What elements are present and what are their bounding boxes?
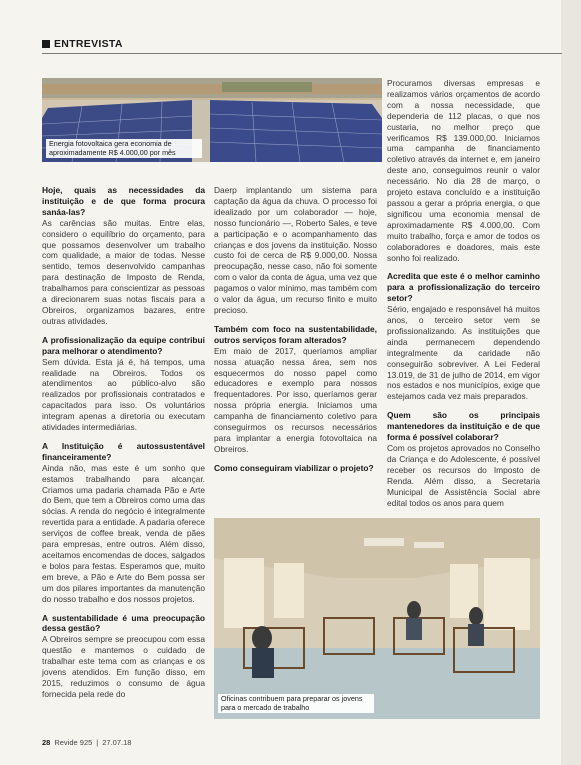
article-column-3 [387,78,540,508]
question-heading: Quem são os principais mantenedores da instituição e de que forma é possível colaborar? [387,410,540,443]
page-number: 28 [42,738,51,747]
answer-paragraph: Com os projetos aprovados no Conselho da Criança e do Adolescente, é possível receber os recursos do Imposto de Renda. Além disso, a Secretaria Municipal de Assistência Social abre edital todos os anos para quem [387,443,540,508]
workshop-photo [214,518,540,719]
answer-paragraph: Sem dúvida. Esta já é, há tempos, uma realidade na Obreiros. Todos os atendimentos ao público-alvo são realizados por profissionais contratados e capacitados para isso. Os voluntários integram apenas a diretoria ou executam atividades intermediárias. [42,356,205,433]
article-column-1 [42,185,205,700]
section-rule [42,53,562,54]
question-heading: Hoje, quais as necessidades da instituição e de que forma procura sanáa-las? [42,185,205,217]
issue-date: 27.07.18 [102,738,132,747]
question-heading: Como conseguiram viabilizar o projeto? [214,462,374,473]
answer-paragraph: Ainda não, mas este é um sonho que estamos trabalhando para alcançar. Criamos uma padaria chamada Pão e Arte do Bem, que tem a Obreiros como uma das sócias. A renda do negócio é integralmente revertida para a entidade. A padaria oferece serviços de coffee break, venda de pães para empresas, entre outros. Além disso, aceitamos encomendas de doces, salgados e bolos para festas. Esperamos que, muito em breve, a Pão e Arte do Bem possa ser um dos pilares importantes da manutenção do nosso trabalho e dos nossos projetos. [42,462,205,604]
workshop-photo-caption: Oficinas contribuem para preparar os jovens para o mercado de trabalho [218,694,374,713]
article-column-2 [214,185,377,474]
section-marker [42,40,50,48]
answer-paragraph: Sério, engajado e responsável há muitos anos, o terceiro setor vem se profissionalizando. As instituições que ainda permanecem dependendo integralmente da caridade não conseguirão sobreviver. A Lei Federal 13.019, de 31 de julho de 2014, em vigor nos estados e nos municípios, exige que estejamos cada vez mais preparados. [387,304,540,402]
workshop-image [214,518,540,719]
magazine-name: Revide 925 [54,738,93,747]
question-heading: A profissionalização da equipe contribui para melhorar o atendimento? [42,334,205,356]
answer-paragraph: As carências são muitas. Entre elas, considero o equilíbrio do orçamento, para que possamos desenvolver um trabalho com qualidade, a maior de todas. Nesse sentido, temos desenvolvido campanhas para destinação de Imposto de Renda, trabalhamos para conscientizar as pessoas a direcionarem suas notas fiscais para a Obreiros, organizamos bazares, entre outras atividades. [42,217,205,326]
page-side-band [561,0,581,765]
footer-separator: | [96,738,99,747]
question-heading: Também com foco na sustentabilidade, outros serviços foram alterados? [214,323,377,345]
section-label: ENTREVISTA [54,38,123,50]
question-heading: Acredita que este é o melhor caminho para a profissionalização do terceiro setor? [387,271,540,304]
question-heading: A Instituição é autossustentável financeiramente? [42,440,205,462]
solar-photo-caption: Energia fotovoltaica gera economia de aproximadamente R$ 4.000,00 por mês [46,139,202,158]
answer-paragraph: Daerp implantando um sistema para captação da água da chuva. O processo foi idealizado por um colaborador — hoje, nosso funcionário —, Roberto Sales, e teve a participação e o acompanhamento das crianças e dos jovens da instituição. Nosso custo foi de cerca de R$ 9.000,00. Nossa preocupação, nesse caso, não foi somente com o valor da conta de água, uma vez que pagamos o valor mínimo, mas também com o valor da água, um recurso finito e muito precioso. [214,185,377,315]
question-heading: A sustentabilidade é uma preocupação dessa gestão? [42,612,205,634]
solar-panels-photo [42,78,382,162]
answer-paragraph: Procuramos diversas empresas e realizamos vários orçamentos de acordo com a nossa necessidade, que dependeria de 112 placas, o que nos custaria, no melhor preço que verificamos R$ 139.000,00. Iniciamos uma campanha de financiamento coletivo através da internet e, em janeiro deste ano, conseguimos reunir o valor necessário. No dia 28 de março, o projeto estava concluído e a instituição passou a gerar a própria energia, o que significou uma economia mensal de aproximadamente R$ 4.000,00. Com muito trabalho, força e amor de todos os colaboradores e doadores, mais este sonho foi realizado. [387,78,540,263]
answer-paragraph: Em maio de 2017, queríamos ampliar nossa atuação nessa área, sem nos esquecermos do nosso papel como educadores e exemplo para nossos frequentadores. Por isso, queríamos gerar nossa própria energia. Iniciamos uma campanha de financiamento coletivo para conseguirmos os recursos necessários para implantar a energia fotovoltaica na Obreiros. [214,345,377,454]
answer-paragraph: A Obreiros sempre se preocupou com essa questão e mantemos o cuidado de trabalhar este tema com as crianças e os jovens atendidos. Em função disso, em 2015, reduzimos o consumo de água fornecida pela rede do [42,634,205,699]
page-footer [42,738,131,747]
section-tag [42,38,123,50]
